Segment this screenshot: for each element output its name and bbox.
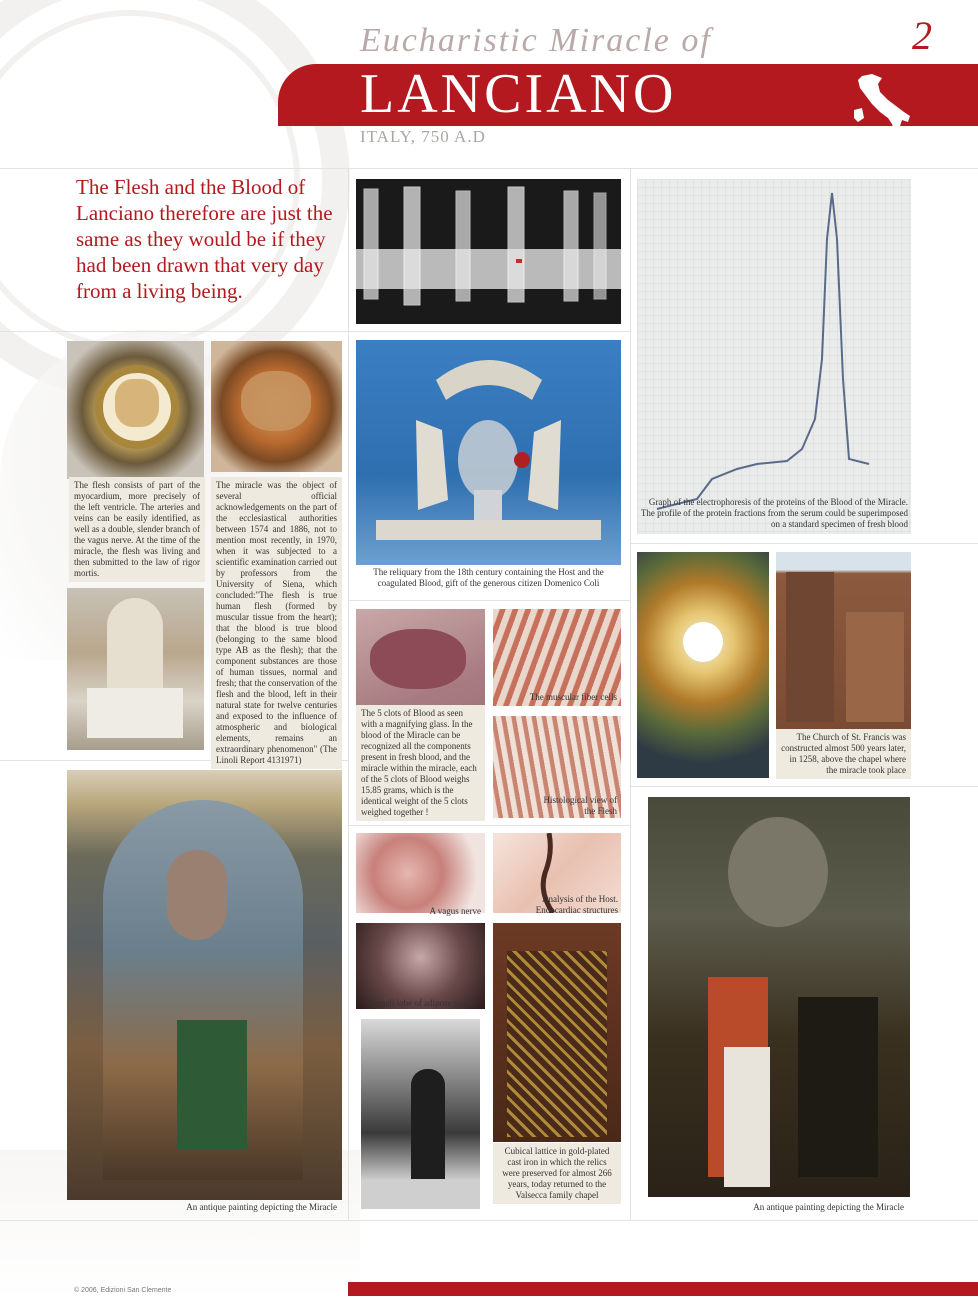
italy-map-icon (848, 72, 918, 138)
caption-adipose: A small lobe of adipose tissue (366, 998, 475, 1008)
photo-adipose-tissue (356, 923, 485, 1009)
caption-reliquary: The reliquary from the 18th century containing the Host and the coagulated Blood, gift of the generous citizen Domenico Coli (373, 567, 604, 588)
photo-cubical-lattice (493, 923, 621, 1142)
photo-flesh-host (67, 341, 204, 479)
photo-blood-test-tubes (356, 179, 621, 324)
divider (348, 168, 349, 1220)
caption-acknowledgements: The miracle was the object of several official acknowledgements on the part of the ecclesiastical authorities between 1574 and 1886, not to mention most recently, in 1970, when it was subjected to a scientific examination carried out by professors from the University of Siena, which concluded:"The flesh is true human flesh (formed by muscular tissue from the heart); that the blood is true blood (belonging to the same blood type AB as the flesh); that the component substances are those of human tissues, normal and fresh; that the conservation of the flesh and the blood, left in their natural state for twelve centuries and exposed to the influence of atmospheric and biological elements, remains an extraordinary phenomenon" (The Linoli Report 4131971) (211, 477, 342, 769)
divider (0, 168, 978, 169)
divider (0, 331, 630, 332)
photo-antique-painting-left (67, 770, 342, 1200)
location-date: ITALY, 750 A.D (360, 127, 486, 146)
caption-histological: Histological view of the Flesh (543, 795, 617, 816)
copyright: © 2006, Edizioni San Clemente (74, 1287, 172, 1294)
page-title: LANCIANO (360, 63, 677, 125)
caption-painting-left: An antique painting depicting the Miracle (186, 1202, 337, 1212)
photo-church-interior (67, 588, 204, 750)
caption-graph: Graph of the electrophoresis of the proteins of the Blood of the Miracle. The profile of the protein fractions from the serum could be superimposed on a standard specimen of fresh blood (640, 497, 908, 529)
page-subtitle: Eucharistic Miracle of (360, 22, 712, 59)
photo-reliquary (356, 340, 621, 565)
photo-vagus-nerve (356, 833, 485, 913)
divider (348, 825, 630, 826)
photo-stained-glass-monstrance (637, 552, 769, 778)
divider (0, 1220, 978, 1221)
page-number: 2 (912, 13, 932, 58)
divider (630, 168, 631, 1220)
divider (348, 600, 630, 601)
divider (630, 786, 978, 787)
intro-quote: The Flesh and the Blood of Lanciano therefore are just the same as they would be if they had been drawn that very day from a living being. (76, 175, 333, 303)
caption-church: The Church of St. Francis was constructed almost 500 years later, in 1258, above the chapel where the miracle took place (776, 729, 911, 779)
caption-lattice: Cubical lattice in gold-plated cast iron in which the relics were preserved for almost 266 years, today returned to the Valsecca family chapel (493, 1143, 621, 1204)
photo-electrophoresis-graph (637, 179, 911, 534)
divider (630, 543, 978, 544)
footer-bar (348, 1282, 978, 1296)
caption-clots: The 5 clots of Blood as seen with a magnifying glass. In the blood of the Miracle can be recognized all the components present in fresh blood, and the miracle within the miracle, each of the 5 clots of Blood weighs 15.85 grams, which is the identical weight of the 5 clots weighed together ! (356, 705, 485, 821)
photo-archive-clergy (361, 1019, 480, 1209)
caption-flesh: The flesh consists of part of the myocardium, more precisely of the left ventricle. The arteries and veins can be easily identified, as well as a double, slender branch of the vagus nerve. At the time of the miracle, the flesh was living and then submitted to the law of rigor mortis. (69, 477, 205, 582)
caption-muscular: The muscular fiber cells (529, 692, 617, 702)
photo-church-st-francis (776, 552, 911, 730)
caption-vagus: A vagus nerve (429, 906, 481, 916)
caption-painting-right: An antique painting depicting the Miracle (753, 1202, 904, 1212)
photo-antique-painting-right (648, 797, 910, 1197)
photo-blood-host (211, 341, 342, 472)
caption-host-analysis: Analysis of the Host. Endocardiac structures (535, 894, 618, 915)
